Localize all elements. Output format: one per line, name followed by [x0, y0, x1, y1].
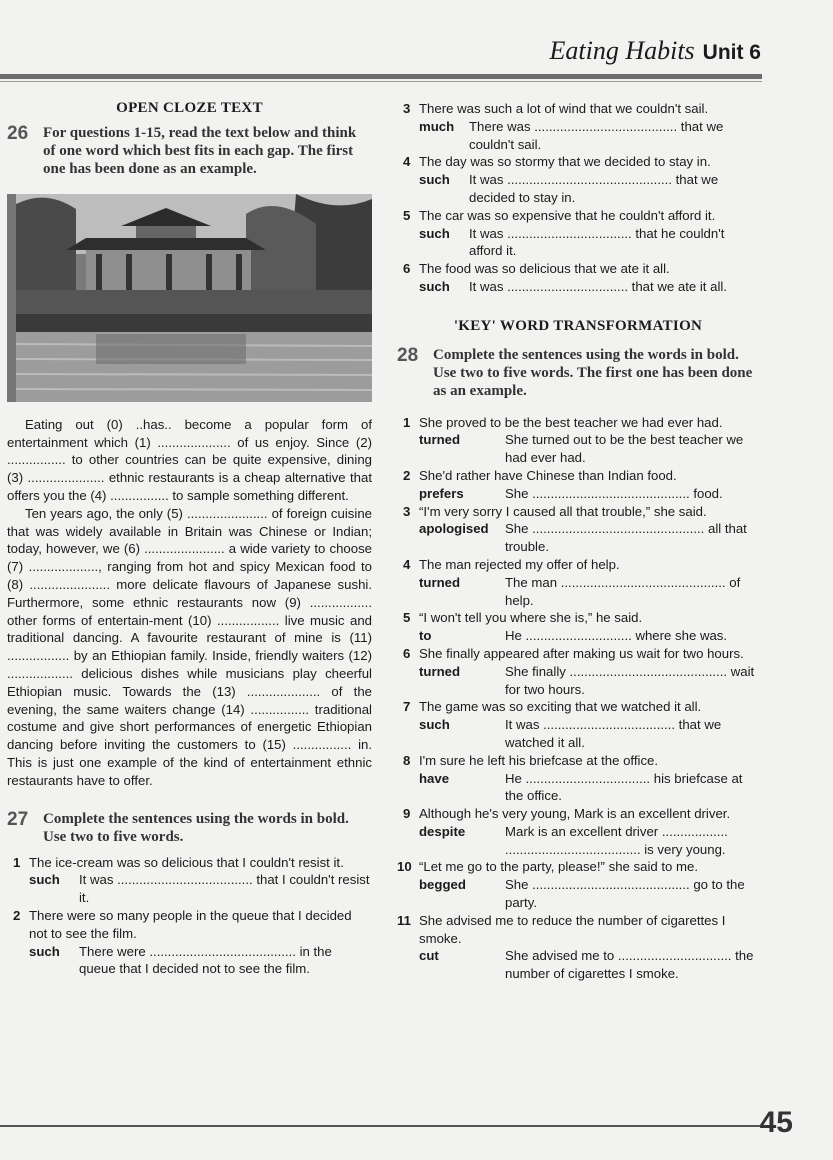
key-word: prefers: [419, 485, 464, 501]
key-word: such: [419, 278, 450, 294]
answer-line: She ........................................... food.: [505, 485, 723, 501]
exercise-27-list: [7, 854, 372, 979]
item-number: 10: [397, 859, 412, 875]
item-number: 6: [403, 645, 411, 661]
item-number: 6: [403, 261, 411, 277]
item-sentence: I'm sure he left his briefcase at the office.: [419, 752, 659, 768]
list-item: [397, 207, 759, 260]
list-item: [397, 260, 759, 296]
page-number: 45: [759, 1106, 793, 1139]
item-number: 4: [403, 154, 411, 170]
item-sentence: The game was so exciting that we watched it all.: [419, 699, 702, 715]
left-column: [7, 100, 372, 978]
passage-paragraph-2: Ten years ago, the only (5) ...................... of foreign cuisine that was widely available in Britain was Chinese or Indian; today, however, we (6) ...................... a wide variety to choose (7) ..................., ranging from hot and spicy Mexican food to (8) ...................... more delicate flavours of Japanese sushi. Furthermore, some ethnic restaurants now (9) ................. other forms of entertain-ment (10) ................. live music and traditional dancing. A favourite restaurant of mine is (11) ................. by an Ethiopian family. Inside, friendly waiters (12) .................. delicious dishes while musicians play cheerful Ethiopian music. Towards the (13) .................... of the evening, the same waiters change (14) ................ traditional costume and give short performances of energetic Ethiopian dancing before inviting the customers to (15) ................ in. This is just one example of the kind of entertainment ethnic restaurants have to offer.: [7, 505, 372, 788]
key-word: turned: [419, 663, 461, 679]
task-number: 26: [7, 122, 29, 144]
answer-line: The man ............................................. of help.: [505, 574, 741, 608]
key-word: much: [419, 118, 455, 134]
item-number: 4: [403, 556, 411, 572]
answer-line: It was .................................... that we watched it all.: [505, 717, 722, 750]
item-sentence: “Let me go to the party, please!” she said to me.: [419, 859, 699, 875]
chapter-title: Eating Habits: [549, 36, 695, 65]
list-item: [397, 414, 759, 467]
exercise-28-list: [397, 414, 759, 984]
answer-line: There was ....................................... that we couldn't sail.: [469, 118, 724, 152]
item-sentence: She proved to be the best teacher we had ever had.: [419, 414, 723, 430]
key-word: such: [29, 943, 60, 959]
answer-line: She turned out to be the best teacher we had ever had.: [505, 432, 744, 466]
answer-line: She finally ........................................... wait for two hours.: [505, 663, 755, 697]
item-sentence: Although he's very young, Mark is an excellent driver.: [419, 806, 731, 822]
item-sentence: The day was so stormy that we decided to stay in.: [419, 154, 711, 170]
answer-line: It was ............................................. that we decided to stay in.: [469, 172, 719, 205]
item-number: 2: [13, 907, 21, 923]
task-28: [397, 346, 759, 400]
item-sentence: There was such a lot of wind that we couldn't sail.: [419, 101, 709, 116]
footer-rule: [0, 1125, 760, 1127]
item-number: 2: [403, 467, 411, 483]
exercise-27-list-continued: [397, 100, 759, 296]
list-item: [397, 100, 759, 153]
passage-paragraph-1: Eating out (0) ..has.. become a popular form of entertainment which (1) .................... of us enjoy. Since (2) ................ to other countries can be quite expensive, dining (3) ..................... ethnic restaurants is a cheap alternative that offers you the (4) ................ to sample something different.: [7, 416, 372, 503]
key-word: such: [29, 872, 60, 888]
key-word: turned: [419, 574, 461, 590]
list-item: [397, 556, 759, 609]
item-number: 5: [403, 610, 411, 626]
key-word: such: [419, 717, 450, 733]
list-item: [397, 645, 759, 698]
header-rule-thin: [0, 81, 762, 82]
item-number: 11: [397, 912, 411, 928]
item-sentence: “I'm very sorry I caused all that trouble,” she said.: [419, 503, 707, 519]
task-27: [7, 810, 372, 846]
task-number: 27: [7, 808, 29, 830]
page-header: [549, 36, 761, 66]
answer-line: She advised me to ............................... the number of cigarettes I smoke.: [505, 948, 754, 982]
answer-line: It was ..................................... that I couldn't resist it.: [79, 872, 370, 906]
item-sentence: “I won't tell you where she is,” he said.: [419, 610, 643, 626]
list-item: [397, 858, 759, 911]
list-item: [7, 907, 372, 978]
key-word: cut: [419, 948, 439, 964]
list-item: [397, 609, 759, 645]
list-item: [397, 752, 759, 805]
key-word: apologised: [419, 521, 489, 537]
key-word: begged: [419, 877, 466, 893]
answer-line: He ............................. where she was.: [505, 628, 728, 644]
task-26: [7, 124, 372, 178]
key-word: to: [419, 628, 432, 644]
right-column: [397, 100, 759, 983]
list-item: [397, 153, 759, 206]
answer-line: Mark is an excellent driver .................. ..................................... is very young.: [505, 823, 728, 857]
list-item: [397, 912, 759, 983]
pagoda-photo: [7, 194, 372, 402]
list-item: [397, 467, 759, 503]
item-sentence: The food was so delicious that we ate it all.: [419, 261, 670, 277]
item-sentence: She'd rather have Chinese than Indian food.: [419, 467, 677, 483]
task-instructions: Complete the sentences using the words in bold. Use two to five words.: [43, 810, 349, 845]
task-instructions: For questions 1-15, read the text below and think of one word which best fits in each gap. The first one has been done as an example.: [43, 124, 357, 177]
section-title-cloze: OPEN CLOZE TEXT: [116, 100, 263, 116]
item-number: 3: [403, 101, 411, 116]
list-item: [397, 503, 759, 556]
answer-line: It was ................................. that we ate it all.: [469, 278, 727, 294]
task-number: 28: [397, 344, 419, 366]
list-item: [397, 698, 759, 751]
key-word: turned: [419, 432, 461, 448]
item-sentence: The ice-cream was so delicious that I couldn't resist it.: [29, 854, 344, 870]
answer-line: He .................................. his briefcase at the office.: [505, 770, 743, 804]
item-number: 7: [403, 699, 411, 715]
pagoda-illustration: [16, 194, 372, 402]
key-word: despite: [419, 823, 466, 839]
answer-line: It was .................................. that he couldn't afford it.: [469, 225, 725, 259]
key-word: such: [419, 172, 450, 188]
section-title-key-word: 'KEY' WORD TRANSFORMATION: [453, 317, 703, 334]
key-word: have: [419, 770, 450, 786]
task-instructions: Complete the sentences using the words in bold. Use two to five words. The first one has been done as an example.: [433, 346, 753, 399]
item-sentence: The man rejected my offer of help.: [419, 556, 620, 572]
item-number: 3: [403, 503, 411, 519]
list-item: [397, 805, 759, 858]
item-number: 1: [13, 854, 21, 870]
item-sentence: She finally appeared after making us wait for two hours.: [419, 645, 744, 661]
unit-label: Unit 6: [702, 41, 761, 64]
key-word: such: [419, 225, 450, 241]
item-sentence: She advised me to reduce the number of cigarettes I smoke.: [419, 912, 726, 946]
item-number: 5: [403, 207, 411, 223]
item-number: 9: [403, 806, 411, 822]
item-sentence: The car was so expensive that he couldn't afford it.: [419, 207, 716, 223]
header-rule: [0, 74, 762, 79]
item-number: 8: [403, 752, 411, 768]
answer-line: She ............................................... all that trouble.: [505, 521, 747, 555]
item-number: 1: [403, 414, 411, 430]
answer-line: She ........................................... go to the party.: [505, 877, 745, 911]
item-sentence: There were so many people in the queue that I decided not to see the film.: [29, 907, 352, 941]
list-item: [7, 854, 372, 907]
answer-line: There were ........................................ in the queue that I decided not to see the film.: [79, 943, 332, 977]
